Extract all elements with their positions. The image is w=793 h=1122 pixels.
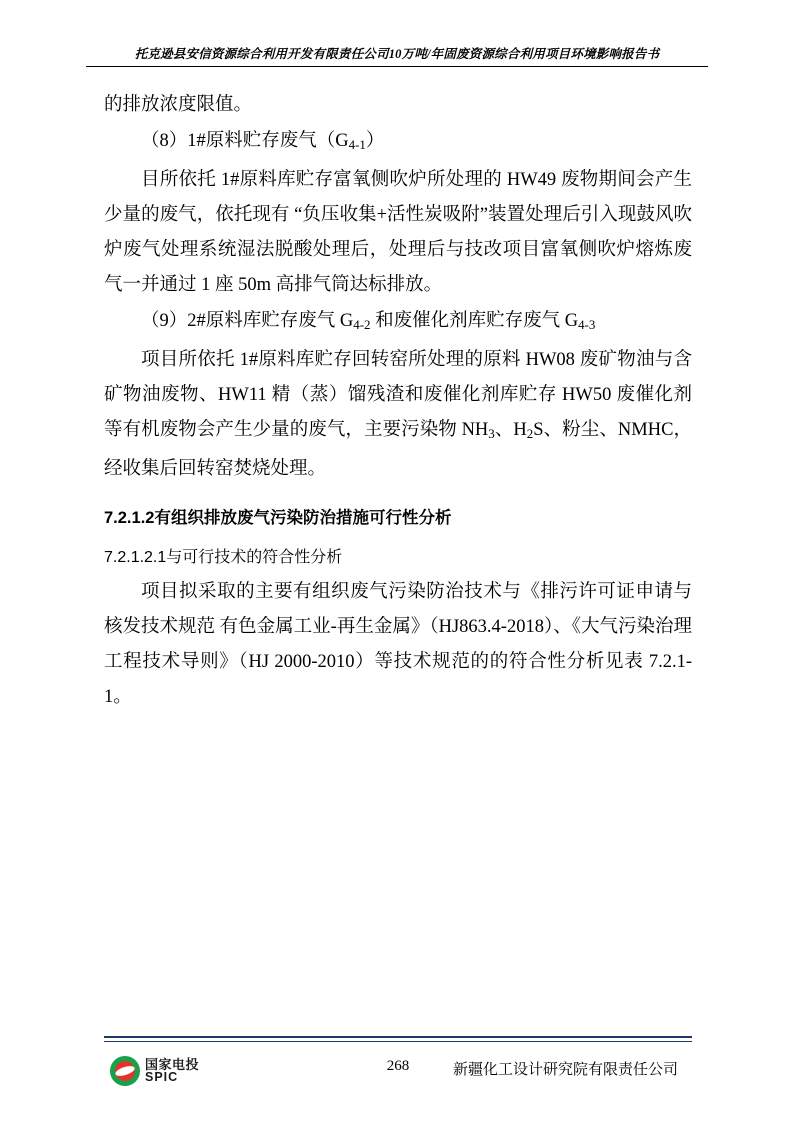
header-divider [86,66,708,67]
footer-divider-thin [104,1041,692,1042]
paragraph-text-c: S、粉尘、NMHC，经收集后回转窑焚烧处理。 [104,420,692,479]
paragraph-compliance-analysis [104,575,692,715]
item-9-label-b: 和废催化剂库贮存废气 G [370,311,579,332]
logo-chinese-name: 国家电投 [145,1056,200,1072]
item-9-subscript-b: 4-3 [578,317,596,333]
paragraph-text: 目所依托 1#原料库贮存富氧侧吹炉所处理的 HW49 废物期间会产生少量的废气，依托现有 “负压收集+活性炭吸附”装置处理后引入现鼓风吹炉废气处理系统湿法脱酸处理后，处理后与技改项目富氧侧吹炉熔炼废气一并通过 1 座 50m 高排气筒达标排放。 [104,170,692,296]
paragraph-item-8-text [104,163,692,303]
document-body [104,88,692,716]
paragraph-text: 项目拟采取的主要有组织废气污染防治技术与《排污许可证申请与核发技术规范 有色金属工业-再生金属》（HJ863.4-2018）、《大气污染治理工程技术导则》（HJ 2000-2010）等技术规范的的符合性分析见表 7.2.1-1。 [104,581,692,707]
page-footer [104,1050,692,1094]
page-header [86,44,708,67]
paragraph-item-9-text [104,343,692,486]
paragraph-item-8-title [104,124,692,162]
paragraph-text-a: 项目所依托 1#原料库贮存回转窑所处理的原料 HW08 废矿物油与含矿物油废物、HW11 精（蒸）馏残渣和废催化剂库贮存 HW50 废催化剂等有机废物会产生少量的废气，主要污染物 NH [104,350,692,441]
paragraph-item-9-title [104,304,692,342]
footer-divider-thick [104,1036,692,1038]
paragraph-text-b: 、H [494,420,527,441]
nh3-subscript: 3 [488,426,495,442]
header-title: 托克逊县安信资源综合利用开发有限责任公司10万吨/年固废资源综合利用项目环境影响报告书 [134,47,660,61]
paragraph-emission-limit [104,88,692,123]
logo-english-name: SPIC [145,1070,179,1085]
item-9-subscript-a: 4-2 [353,317,371,333]
section-heading-7-2-1-2: 7.2.1.2有组织排放废气污染防治措施可行性分析 [104,508,452,527]
item-8-subscript: 4-1 [348,137,366,153]
item-9-label-a: （9）2#原料库贮存废气 G [141,311,354,332]
item-8-label-pre: （8）1#原料贮存废气（G [141,131,349,151]
page-number: 268 [386,1058,410,1074]
paragraph-text: 的排放浓度限值。 [104,95,253,115]
item-8-label-post: ） [365,131,385,151]
section-heading-7-2-1-2-1: 7.2.1.2.1与可行技术的符合性分析 [104,548,343,566]
h2s-subscript: 2 [526,426,534,442]
footer-organization: 新疆化工设计研究院有限责任公司 [452,1061,678,1078]
